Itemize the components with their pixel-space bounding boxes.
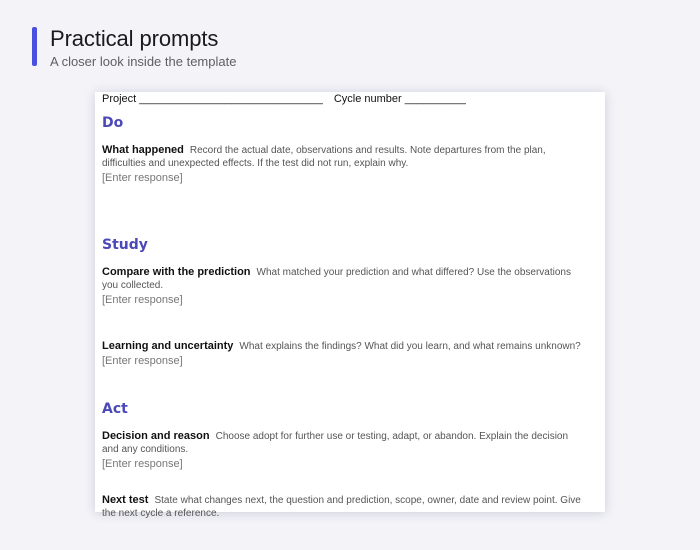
page-subtitle: A closer look inside the template <box>50 54 237 69</box>
section-heading-do: Do <box>102 115 124 131</box>
prompt-description: State what changes next, the question and prediction, scope, owner, date and review point. Give the next cycle a reference. <box>102 495 581 519</box>
prompt-description: What matched your prediction and what differed? Use the observations you collected. <box>102 267 571 291</box>
prompt-description: What explains the findings? What did you learn, and what remains unknown? <box>239 341 581 352</box>
prompt-text <box>102 266 587 292</box>
prompt-what-happened <box>102 144 587 184</box>
prompt-description: Choose adopt for further use or testing, adapt, or abandon. Explain the decision and any conditions. <box>102 431 569 455</box>
project-field[interactable]: Project ______________________________ <box>102 93 323 105</box>
prompt-next-test <box>102 494 587 520</box>
prompt-text <box>102 340 587 353</box>
prompt-decision-reason <box>102 430 587 470</box>
response-field[interactable]: [Enter response] <box>102 355 183 367</box>
prompt-learning-uncertainty <box>102 340 587 367</box>
response-field[interactable]: [Enter response] <box>102 172 183 184</box>
document-header-fields <box>102 93 466 105</box>
section-heading-act: Act <box>102 401 128 417</box>
response-field[interactable]: [Enter response] <box>102 294 183 306</box>
prompt-description: Record the actual date, observations and results. Note departures from the plan, difficulties and unexpected effects. If the test did not run, explain why. <box>102 145 546 169</box>
section-heading-study: Study <box>102 237 148 253</box>
prompt-label: Next test <box>102 494 149 506</box>
prompt-label: What happened <box>102 144 184 156</box>
response-field[interactable]: [Enter response] <box>102 458 183 470</box>
accent-bar <box>32 27 37 66</box>
cycle-number-field[interactable]: Cycle number __________ <box>333 93 466 105</box>
prompt-label: Compare with the prediction <box>102 266 251 278</box>
prompt-compare-prediction <box>102 266 587 306</box>
template-document <box>95 92 605 519</box>
prompt-text <box>102 430 587 456</box>
prompt-text <box>102 494 587 520</box>
prompt-label: Learning and uncertainty <box>102 340 234 352</box>
page-title: Practical prompts <box>50 26 219 51</box>
prompt-label: Decision and reason <box>102 430 210 442</box>
prompt-text <box>102 144 587 170</box>
